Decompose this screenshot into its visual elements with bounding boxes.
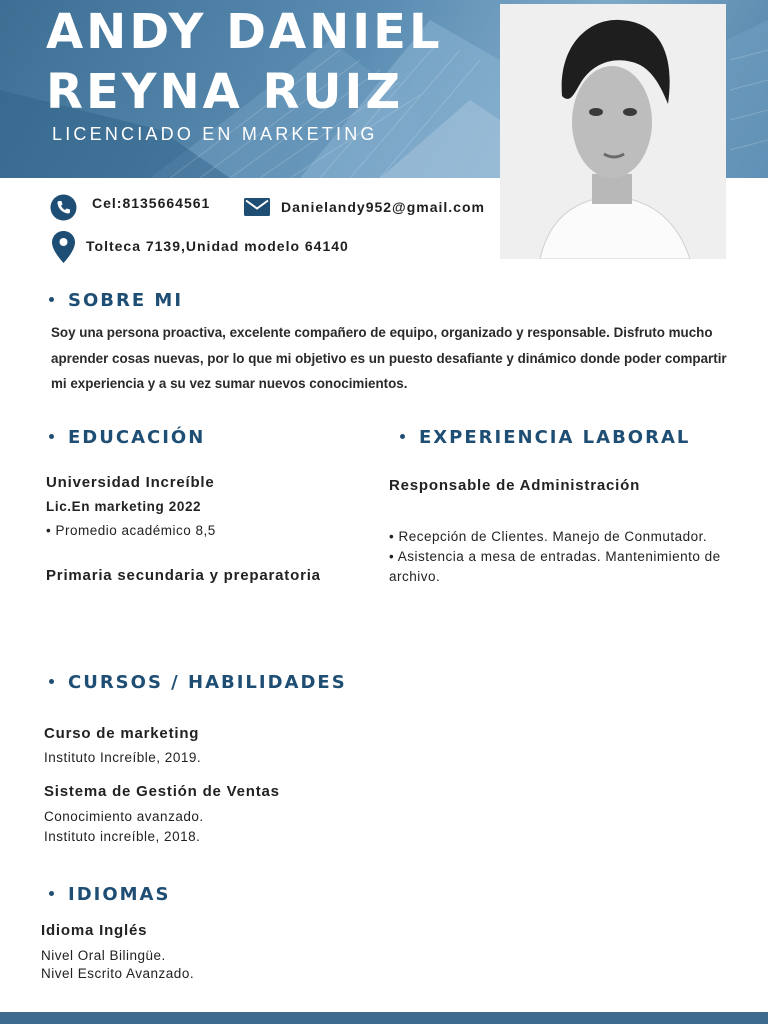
- course-title: Curso de marketing: [44, 725, 200, 742]
- bullet-dot: [49, 891, 54, 896]
- experience-bullet: • Recepción de Clientes. Manejo de Conmutador.: [389, 529, 708, 544]
- course-title: Sistema de Gestión de Ventas: [44, 783, 280, 800]
- experience-role: Responsable de Administración: [389, 477, 641, 494]
- home-address: Tolteca 7139,Unidad modelo 64140: [86, 238, 349, 254]
- about-heading: SOBRE MI: [49, 290, 183, 311]
- course-detail: Instituto Increíble, 2019.: [44, 750, 202, 765]
- about-text: Soy una persona proactiva, excelente compañero de equipo, organizado y responsable. Disfruto mucho aprender cosas nuevas, por lo que mi objetivo es un puesto desafiante y dinámico donde poder compartir mi experiencia y a su vez sumar nuevos conocimientos.: [51, 325, 727, 391]
- phone-number: Cel:8135664561: [92, 195, 211, 211]
- email-address: Danielandy952@gmail.com: [281, 199, 485, 215]
- education-degree: Lic.En marketing 2022: [46, 499, 202, 514]
- course-detail: Instituto increíble, 2018.: [44, 829, 201, 844]
- footer-bar: [0, 1012, 768, 1024]
- experience-heading: EXPERIENCIA LABORAL: [400, 427, 690, 448]
- email-icon: [244, 198, 270, 216]
- bullet-dot: [400, 434, 405, 439]
- experience-bullet: • Asistencia a mesa de entradas. Mantenimiento de archivo.: [389, 549, 721, 584]
- language-title: Idioma Inglés: [41, 922, 148, 939]
- education-school: Universidad Increíble: [46, 474, 215, 491]
- education-other: Primaria secundaria y preparatoria: [46, 567, 321, 584]
- job-title: LICENCIADO EN MARKETING: [52, 124, 378, 144]
- course-detail: Conocimiento avanzado.: [44, 809, 204, 824]
- education-heading: EDUCACIÓN: [49, 427, 205, 448]
- language-level: Nivel Escrito Avanzado.: [41, 966, 195, 981]
- education-detail: • Promedio académico 8,5: [46, 523, 216, 538]
- languages-heading: IDIOMAS: [49, 884, 170, 905]
- profile-photo: [500, 4, 726, 259]
- bullet-dot: [49, 679, 54, 684]
- phone-icon: [50, 194, 77, 221]
- language-level: Nivel Oral Bilingüe.: [41, 948, 166, 963]
- courses-heading: CURSOS / HABILIDADES: [49, 672, 347, 693]
- name-first-line: ANDY DANIEL: [46, 4, 443, 60]
- bullet-dot: [49, 297, 54, 302]
- name-second-line: REYNA RUIZ: [46, 64, 404, 120]
- bullet-dot: [49, 434, 54, 439]
- location-pin-icon: [52, 231, 75, 263]
